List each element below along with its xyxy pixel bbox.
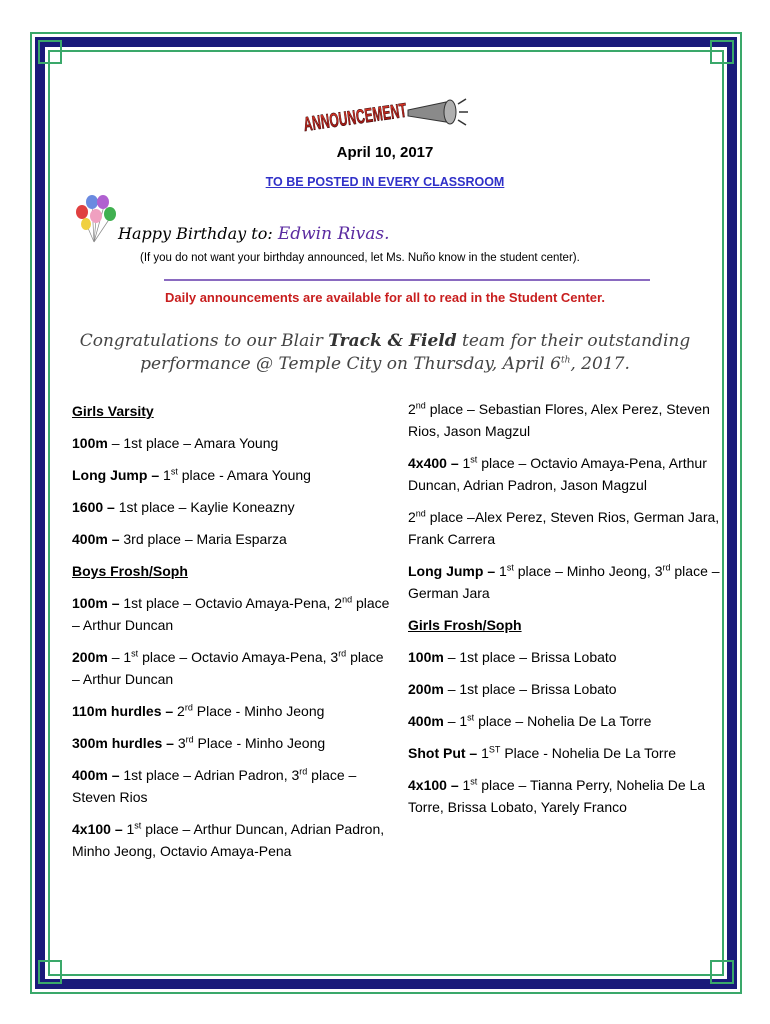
event-name: 4x400 –: [408, 455, 459, 471]
ordinal-sup: rd: [299, 766, 308, 777]
congrats-text: team for their outstanding: [456, 331, 691, 351]
result-item: [408, 678, 728, 700]
result-text: – 1st place – Amara Young: [107, 435, 279, 451]
announcement-date: April 10, 2017: [336, 144, 434, 161]
congrats-text: performance @ Temple City on Thursday, April 6: [140, 354, 561, 374]
event-name: 4x100 –: [408, 777, 459, 793]
result-text: 1: [458, 777, 471, 793]
result-text: place - Amara Young: [177, 467, 311, 483]
congratulations-message: [60, 330, 710, 376]
congrats-text: , 2017.: [570, 354, 630, 374]
ordinal-sup: nd: [342, 594, 353, 605]
result-item: [408, 452, 728, 496]
result-item: [408, 506, 728, 550]
ordinal-sup: rd: [184, 702, 193, 713]
event-name: Long Jump –: [72, 467, 160, 483]
results-right-column: [408, 398, 728, 828]
event-name: 1600 –: [72, 499, 115, 515]
border-corner-ornament: [710, 960, 734, 984]
result-item: [72, 646, 392, 690]
section-heading: Boys Frosh/Soph: [72, 563, 188, 579]
wordart-text: ANNOUNCEMENT: [302, 90, 476, 137]
result-text: 1: [159, 467, 171, 483]
result-text: – 1: [107, 649, 132, 665]
event-name: 4x100 –: [72, 821, 123, 837]
result-item: [72, 818, 392, 862]
result-item: [72, 700, 392, 722]
result-text: Place - Nohelia De La Torre: [500, 745, 677, 761]
section-heading: Girls Frosh/Soph: [408, 617, 522, 633]
result-text: place – Tianna Perry, Nohelia De La Torre, Brissa Lobato, Yarely Franco: [408, 777, 706, 815]
result-item: [72, 732, 392, 754]
result-text: 1st place – Adrian Padron, 3: [119, 767, 300, 783]
result-text: place – Steven Rios: [72, 767, 357, 805]
birthday-note: (If you do not want your birthday announced, let Ms. Nuño know in the student center).: [140, 252, 580, 264]
event-name: 300m hurdles –: [72, 735, 174, 751]
result-text: 1: [122, 821, 135, 837]
result-text: – 1st place – Brissa Lobato: [443, 649, 617, 665]
ordinal-sup: rd: [662, 562, 671, 573]
result-text: 1st place – Kaylie Koneazny: [114, 499, 295, 515]
result-text: place – Octavio Amaya-Pena, 3: [138, 649, 339, 665]
birthday-name: Edwin Rivas.: [277, 224, 390, 244]
event-name: 100m: [72, 435, 108, 451]
section-heading: Girls Varsity: [72, 403, 154, 419]
congrats-text: Congratulations to our Blair: [79, 331, 329, 351]
posting-instruction: TO BE POSTED IN EVERY CLASSROOM: [265, 175, 505, 189]
event-name: Shot Put –: [408, 745, 478, 761]
result-text: Place - Minho Jeong: [193, 735, 326, 751]
result-item: [408, 398, 728, 442]
result-text: Place - Minho Jeong: [192, 703, 325, 719]
birthday-line: [118, 224, 390, 244]
result-text: 1: [458, 455, 471, 471]
result-text: 2: [408, 401, 416, 417]
event-name: 100m: [408, 649, 444, 665]
ordinal-sup: st: [470, 776, 478, 787]
ordinal-sup: nd: [415, 400, 426, 411]
event-name: 200m: [408, 681, 444, 697]
result-text: place – Arthur Duncan: [72, 595, 390, 633]
result-item: [72, 528, 392, 550]
result-text: – 1: [443, 713, 468, 729]
result-text: place – Sebastian Flores, Alex Perez, Steven Rios, Jason Magzul: [408, 401, 710, 439]
ordinal-sup: st: [467, 712, 475, 723]
divider: [164, 279, 650, 281]
result-text: 1: [495, 563, 507, 579]
balloons-icon: [72, 192, 120, 244]
result-item: [72, 432, 392, 454]
border-corner-ornament: [38, 960, 62, 984]
result-text: 1: [477, 745, 489, 761]
result-text: 2: [408, 509, 416, 525]
announcement-wordart: [298, 88, 476, 137]
event-name: 400m –: [72, 767, 120, 783]
event-name: Long Jump –: [408, 563, 496, 579]
result-item: [408, 710, 728, 732]
ordinal-sup: st: [134, 820, 142, 831]
event-name: 400m –: [72, 531, 120, 547]
birthday-lead: Happy Birthday to:: [118, 224, 273, 243]
event-name: 200m: [72, 649, 108, 665]
result-item: [408, 646, 728, 668]
result-item: [72, 464, 392, 486]
result-text: place – Octavio Amaya-Pena, Arthur Duncan, Adrian Padron, Jason Magzul: [408, 455, 707, 493]
megaphone-icon: [406, 96, 470, 130]
result-item: [72, 592, 392, 636]
result-text: place – German Jara: [408, 563, 720, 601]
result-text: place – Nohelia De La Torre: [474, 713, 652, 729]
congrats-sup: th: [560, 355, 571, 366]
event-name: 100m –: [72, 595, 120, 611]
border-corner-ornament: [38, 40, 62, 64]
ordinal-sup: st: [170, 466, 178, 477]
result-item: [408, 560, 728, 604]
result-text: 1st place – Octavio Amaya-Pena, 2: [119, 595, 343, 611]
result-item: [408, 774, 728, 818]
result-text: – 1st place – Brissa Lobato: [443, 681, 617, 697]
daily-announcements-note: Daily announcements are available for all to read in the Student Center.: [165, 290, 605, 305]
ordinal-sup: rd: [338, 648, 347, 659]
congrats-team: Track & Field: [328, 331, 457, 351]
result-text: place –Alex Perez, Steven Rios, German Jara, Frank Carrera: [408, 509, 720, 547]
ordinal-sup: st: [506, 562, 514, 573]
result-text: 3rd place – Maria Esparza: [119, 531, 287, 547]
ordinal-sup: rd: [185, 734, 194, 745]
result-text: 3: [173, 735, 186, 751]
results-left-column: [72, 400, 392, 872]
ordinal-sup: nd: [415, 508, 426, 519]
ordinal-sup: st: [131, 648, 139, 659]
event-name: 110m hurdles –: [72, 703, 174, 719]
result-item: [72, 764, 392, 808]
ordinal-sup: st: [470, 454, 478, 465]
result-text: place – Minho Jeong, 3: [513, 563, 663, 579]
result-text: place – Arthur Duncan, Adrian Padron, Minho Jeong, Octavio Amaya-Pena: [72, 821, 385, 859]
result-text: place – Arthur Duncan: [72, 649, 384, 687]
ordinal-sup: ST: [488, 744, 501, 755]
result-item: [408, 742, 728, 764]
event-name: 400m: [408, 713, 444, 729]
border-corner-ornament: [710, 40, 734, 64]
result-text: 2: [173, 703, 185, 719]
result-item: [72, 496, 392, 518]
